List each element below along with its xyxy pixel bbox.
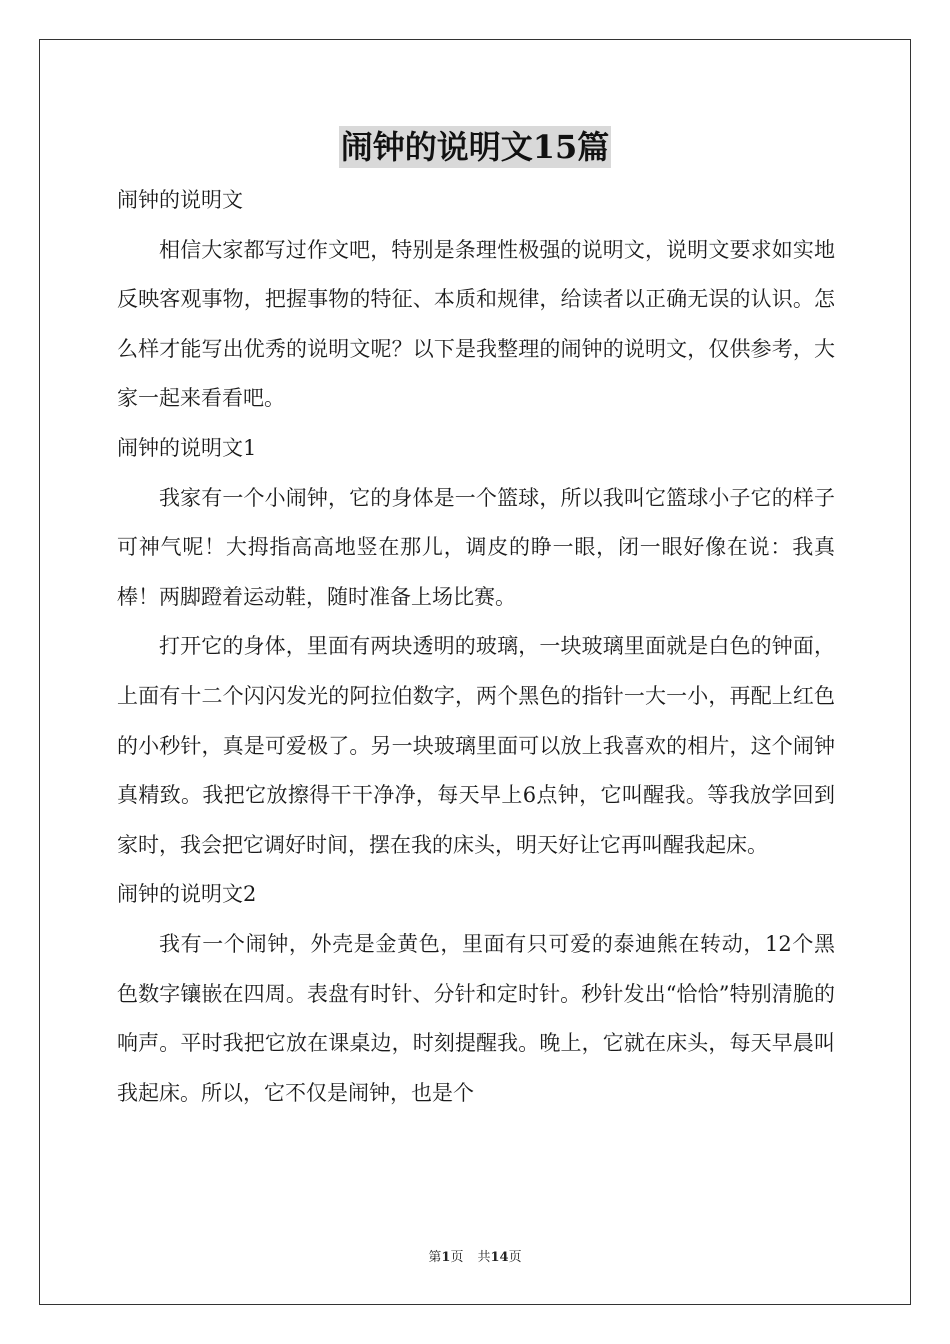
section-heading: 闹钟的说明文 [117,188,243,212]
total-count: 14 [490,1250,509,1265]
body-paragraph: 我家有一个小闹钟，它的身体是一个篮球，所以我叫它篮球小子它的样子可神气呢！大拇指高高地竖在那儿，调皮的睁一眼，闭一眼好像在说：我真棒！两脚蹬着运动鞋，随时准备上场比赛。 [117,485,835,609]
body-paragraph: 我有一个闹钟，外壳是金黄色，里面有只可爱的泰迪熊在转动，12个黑色数字镶嵌在四周。表盘有时针、分针和定时针。秒针发出“恰恰”特别清脆的响声。平时我把它放在课桌边，时刻提醒我。晚上，它就在床头，每天早晨叫我起床。所以，它不仅是闹钟，也是个 [117,931,835,1105]
body-paragraph: 相信大家都写过作文吧，特别是条理性极强的说明文，说明文要求如实地反映客观事物，把握事物的特征、本质和规律，给读者以正确无误的认识。怎么样才能写出优秀的说明文呢？以下是我整理的闹钟的说明文，仅供参考，大家一起来看看吧。 [117,237,835,411]
document-body [117,176,835,1118]
total-prefix: 共 [477,1250,491,1265]
page-suffix: 页 [450,1250,464,1265]
page-current: 1 [441,1250,451,1265]
page-total [477,1250,521,1265]
page-footer [0,1246,950,1265]
page-prefix: 第 [428,1250,442,1265]
body-paragraph: 打开它的身体，里面有两块透明的玻璃，一块玻璃里面就是白色的钟面，上面有十二个闪闪发光的阿拉伯数字，两个黑色的指针一大一小，再配上红色的小秒针，真是可爱极了。另一块玻璃里面可以放上我喜欢的相片，这个闹钟真精致。我把它放擦得干干净净，每天早上6点钟，它叫醒我。等我放学回到家时，我会把它调好时间，摆在我的床头，明天好让它再叫醒我起床。 [117,634,835,857]
page-number [428,1250,463,1265]
total-suffix: 页 [508,1250,522,1265]
document-title: 闹钟的说明文15篇 [340,128,610,166]
title-wrap [0,126,950,168]
section-heading: 闹钟的说明文1 [117,435,257,460]
section-heading: 闹钟的说明文2 [117,882,257,907]
